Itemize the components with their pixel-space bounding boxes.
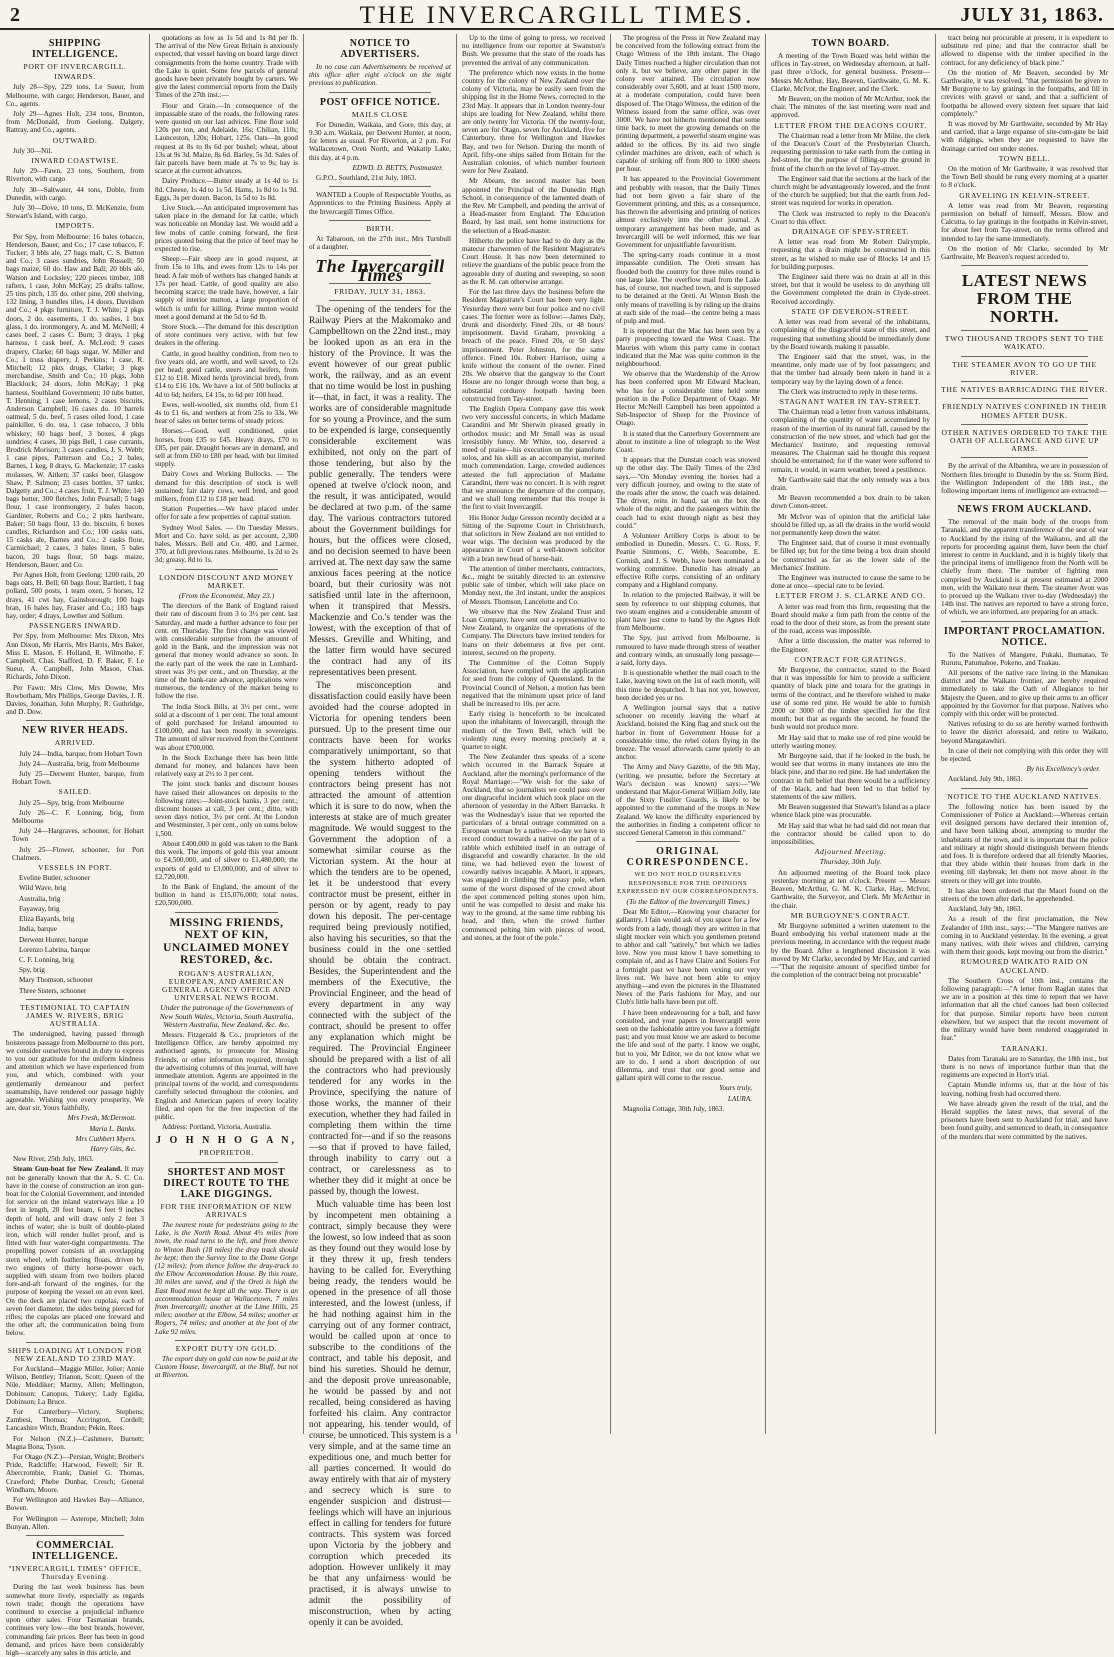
article-paragraph: A letter was read from Mr Robert Dalrymple, requesting that a drain might be constructed in this street, as he wished to make use of Blocks 14 and 15 for building purposes.	[771, 238, 930, 271]
subheading: LONDON DISCOUNT AND MONEY MARKET.	[159, 572, 294, 590]
article-paragraph: The undersigned, having passed through boisterous passage from Melbourne to this port, we consider ourselves bound in duty to express to you our gratitude for the uniform kindness and attention which we have experienced from you, and which, combined with your gentlemanly demeanour and perfect seamanship, have rendered our passage highly agreeable. Wishing you every prosperity, We are, dear sir, Yours faithfully,	[6, 1030, 144, 1113]
lead-article-paragraph: The misconception and dissatisfaction could easily have been avoided had the course adopted in Victoria for opening tenders been pursued. Up to the present time our contracts have been for works comparatively unimportant, so that the system hitherto adopted of opening tenders without the contractors being present has not attracted the amount of attention which it is sure to do now, when the interests at stake are of much greater magnitude. We would suggest to the Government the adoption of a somewhat similar course as the Victorian system. At the hour at which the tenders are to be opened, let it be understood that every contractor must be present, either in person or by agent, ready to pay down his deposit. The per-centage required being previously notified, also having his securities, so that the business could in the one settled should be obtain the contract. Besides, the Superintendent and the members of the Executive, the Provincial Engineer, and the head of every department in any way connected with the subject of the contract, should be present to offer any explanation which might be required. The Provincial Engineer should be prepared with a list of all the contractors who had previously tendered for any works in the Province, specifying the nature of those works, the manner of their execution, whether they had failed in completing them within the time contracted for—and if so the reasons—so that if proved to have failed, through inability to carry out a contract, or carelessness as to whether they did it might at once be passed by, though the lowest.	[309, 681, 451, 1198]
subheading: ROGAN'S AUSTRALIAN, EUROPEAN, AND AMERICAN GENERAL AGENCY OFFICE AND UNIVERSAL NEWS ROOM.	[162, 968, 291, 1003]
headline-deck: OTHER NATIVES ORDERED TO TAKE THE OATH OF ALLEGIANCE AND GIVE UP ARMS.	[941, 427, 1108, 454]
subheading: WE DO NOT HOLD OURSELVES RESPONSIBLE FOR THE OPINIONS EXPRESSED BY OUR CORRESPONDENTS.	[617, 871, 759, 895]
lead-article-paragraph: Much valuable time has been lost by incompetent men obtaining a contract, simply because they were the lowest, so low indeed that as soon as they found out they would lose by it they threw it up, fresh tenders having to be called for. Everything being ready, the tenders would be opened in the presence of all those interested, and the lowest (unless, if he had nothing against him in the carrying out of any former contract, would be called upon at once to subscribe to the conditions of the contract, and table his deposit, and bind his sureties. Should he demur, and the deposit prove unreasonable, he would be passed by and not recalled, being considered as having forfeited his claim. Any contractor not appearing, his tender would, of course, be unnoticed. This system is a very simple, and at the same time an expeditious one, and much better for all parties concerned. It would do away entirely with that air of mystery and secrecy which is sure to engender suspicion and distrust—feelings which will have an injurious effect in calling for tenders for future contracts. This system was forced upon Victoria by the jobbery and corruption which preceded its adoption. However unlikely it may be that any unfairness would be practised, it is always unwise to admit the possibility of misconstruction, when by acting openly it can be avoided.	[309, 1200, 451, 1629]
shipping-entry: July 30—Nil.	[13, 146, 53, 155]
vessel-entry: Three Sisters, schooner	[19, 986, 87, 995]
article-paragraph: Flour and Grain.—In consequence of the impassable state of the roads, the following rates were quoted on our last advices. Fine flour sold 120s per ton, and Adelaide, 16s; Chilian, 110s; Launceston, 120s; Hobart, 125s. Oats—In good request at 8s to 8s 6d per bushel; wheat, about 13s at 9s 3d. Maize, 8s 6d. Barley, 5s 3d. Sales of fair parcels have been made at 7s to 9s; hay is scarce at the current advances.	[155, 101, 298, 176]
article-paragraph: Sydney Wool Sales. — On Tuesday Messrs. Mort and Co. have sold, as per account, 2,300 bales, Messrs. Bell and Co. 480, and Larmer, 370, at full previous rates. Melbourne, 1s 2d to 2s 3d; greasy, 8d to 1s.	[155, 523, 298, 565]
article-paragraph: In relation to the projected Railway, it will be seen by reference to our shipping columns, that two steam engines and a considerable amount of plant have just come to hand by the Agnes Holt from Melbourne.	[616, 591, 760, 633]
advertisement-heading: MISSING FRIENDS, NEXT OF KIN, UNCLAIMED MONEY RESTORED, &c.	[163, 916, 290, 967]
article-paragraph: Mr Beaven recommended a box drain to be taken down Conon-street.	[771, 494, 930, 511]
subheading: TOWN BELL.	[998, 153, 1051, 163]
article-paragraph: It was moved by Mr Garthwaite, seconded by Mr Hay and carried, that a large expanse of site-cum-gate be laid with ridgings, when they are requested to have the drainage carried out under stones.	[941, 120, 1108, 153]
divider	[961, 381, 1088, 382]
shipping-entry: July 25—Spy, brig, from Melbourne	[19, 798, 124, 807]
article-paragraph: Mr McIvor was of opinion that the artificial lake should be filled up, as all the drains in the world would not permanently keep down the water.	[771, 512, 930, 537]
article-paragraph: quotations as low as 1s 5d and 1s 8d per lb. The arrival of the New Great Britain is anxiously expected, that vessel having on board large direct consignments from the home country. Trade with the Lake is quiet. Some few parcels of general goods have been privately bought by carters. We give the latest commercial reports from the Daily Times of the 27th inst.:—	[155, 34, 298, 100]
article-paragraph: For Wellington and Hawkes Bay—Alliance, Bowen.	[6, 1496, 144, 1513]
article-paragraph: The preference which now exists in the home country for the colony of New Zealand over the colony of Victoria, may be easily seen from the shipping list in the Home News, corrected to the 23rd May. It appears that in London twenty-four ships are loading for New Zealand, whilst there are only twenty for Victoria. Of the twenty-four, seven are for Otago, seven for Auckland, five for Canterbury, three for Wellington and Hawkes Bay, and two for Nelson. During the month of April, fifty-one ships sailed from Britain for the Australian colonies, of which number fourteen were for New Zealand.	[462, 68, 605, 176]
proprietor-name: J O H N H O G A N,	[156, 1135, 297, 1147]
divider	[961, 330, 1088, 331]
article-paragraph: The Southern Cross of 10th inst., contains the following paragraph:—"A letter from Raglan states that we are in a position at this time to report that we have information that all the chief canoes had been collected for that purpose. Similar reports have been current elsewhere, but we suspect that the recent movement of the military would have been rendered exaggerated in fear."	[941, 976, 1108, 1043]
subheading: STATE OF DEVERON-STREET.	[791, 306, 910, 316]
article-paragraph: I have been endeavouring for a ball, and have consulted, and your papers in Invercargill were seen on the fashionable attire you have a fortnight past; and you must know we are asked to become the life and soul of the party. I know we ought, but to you, Mr Editor, we do not know what we are to do. I send a short description of our dilemma, and trust that our good sense and gallant spirit will come to the rescue.	[616, 1008, 760, 1083]
column-7	[941, 34, 1108, 1434]
article-paragraph: We observe that the New Zealand Trust and Loan Company, have sent out a representative to New Zealand, to organize the operations of the Company. The Directors have invited tenders for loans on their debentures at five per cent. interest, secured on the property.	[462, 607, 605, 657]
divider	[961, 499, 1088, 500]
divider	[26, 720, 124, 721]
article-paragraph: Natives refusing to do so are hereby warned forthwith to leave the district aforesaid, and retire to Waikato, beyond Mangatawhiri.	[941, 720, 1108, 745]
signatory: Mrs Cuthbert Myers.	[75, 1134, 136, 1143]
article-paragraph: A letter was read from Mr Beaven, requesting permission on behalf of himself, Messrs. Blow and Calcutta, to lay gratings in the footpaths in Kelvin-street, for about feet from Tay-street, on the terms offered and intended to lay the same immediately.	[941, 201, 1108, 243]
article-paragraph: The Committee of the Cotton Supply Association, have complied with the application for seed from the colony of Queensland. In the Provincial Council of Nelson, a motion has been negatived that the minimum upset price of land shall be increased to 10s. per acre.	[462, 659, 605, 709]
issue-date: JULY 31, 1863.	[960, 4, 1104, 26]
article-paragraph: It is reported that the Mac has been seen by a party prospecting toward the West Coast. The Maories with whom this party came in contact indicated that the Mac was quite common in the neighbourhood.	[616, 327, 760, 368]
article-paragraph: Dairy Cows and Working Bullocks. — The demand for this description of stock is well sustained; fair dairy cows, well bred, and good milkers, from £12 to £18 per head.	[155, 470, 298, 503]
column-6	[771, 34, 930, 1434]
subheading: PORT OF INVERCARGILL.	[23, 62, 127, 71]
divider	[26, 999, 124, 1000]
article-paragraph: A Wellington journal says that a native schooner on recently leaving the wharf at Auckland, hoisted the King flag and stuck out the harbor in front of Government House for a considerable time, the rebel colors flying in the breeze. The vessel afterwards came quietly to an anchor.	[616, 704, 760, 762]
divider	[961, 356, 1088, 357]
article-paragraph: For Auckland—Maggie Miller, Jolier; Annie Wilson, Bentley; Trianon, Scott; Queen of the Nile, Meddiker; Marmy, Allen; Mellington, Dobinson; Canopus, Tukery; Lady Egidia, Dobinson; La Bruce.	[6, 1365, 144, 1406]
article-paragraph: The India Stock Bills, at 3½ per cent., were sold at a discount of 1 per cent. The total amount of gold purchased for Ireland amounted to £100,000, and has been mostly in sovereigns. The amount of silver received from the Continent was about £700,000.	[155, 702, 298, 752]
article-paragraph: Live Stock.—An anticipated improvement has taken place in the demand for fat cattle, which was noticeable on Monday last. We would add a few mobs of cattle coming forward, the first prices quoted being that the price of beef may be expected to rise.	[155, 204, 298, 254]
column-3	[309, 34, 451, 1629]
divider	[175, 1162, 278, 1163]
article-paragraph: Horses.—Good, well conditioned, quiet horses, from £35 to £45. Heavy drays, £70 to £85, per pair. Draught horses are in demand, and sell at from £60 to £80 per head, with but limited supply.	[155, 427, 298, 469]
headline-deck: TWO THOUSAND TROOPS SENT TO THE WAIKATO.	[944, 334, 1105, 352]
inline-heading: Steam Gun-boat for New Zealand.	[13, 1165, 122, 1174]
article-paragraph: Mr Beaven suggested that Stewart's Island as a place whence black pine was procurable.	[771, 803, 930, 820]
article-paragraph: We have already given the result of the trial, and the Herald supplies the latest news, that several of the prisoners have been sent to Auckland for trial, and have been found guilty, and sentenced to death, in consequence of the murders that were committed by the natives.	[941, 1099, 1108, 1141]
subheading: Under the patronage of the Governments of New South Wales, Victoria, South Australia, Western Australia, New Zealand, &c. &c.	[159, 1003, 294, 1029]
dateline: G.P.O., Southland, 21st July, 1863.	[316, 174, 417, 183]
subheading: INWARDS.	[54, 72, 96, 82]
subheading: PROPRIETOR.	[199, 1148, 254, 1158]
article-paragraph: It appears that the Dunstan coach was snowed up the other day. The Daily Times of the 23rd says,—"On Monday evening the horses had a very difficult journey, and owing to the state of the roads after the snow, the coach was detained. The driver, reins in hand, sat on the box the whole of the night, and the passengers within the coach had to exist through night as best they could."	[616, 456, 760, 530]
signatory: EDWD. D. BETTS, Postmaster.	[352, 163, 443, 172]
subheading: MR BURGOYNE'S CONTRACT.	[790, 910, 911, 920]
subheading: INWARD COASTWISE.	[31, 156, 119, 166]
article-paragraph: It has appeared to the Provincial Government and probably with reason, that the Daily Times had not been given a fair share of the Government printing, and this, as a consequence, has thrown the advertising and printing of notices almost exclusively into the other journal. A temporary arrangement has been made, and as Invercargill will be well informed, this we fear Government for unjustifiable favouritism.	[616, 175, 760, 250]
subheading: TARANAKI.	[1001, 1043, 1048, 1053]
article-paragraph: It is questionable whether the mail coach to the Lake, leaving town on the 1st of each month, will this time be despatched. It has not yet, however, been decided yes or no.	[616, 669, 760, 702]
divider	[329, 220, 431, 221]
article-paragraph: Dear Mr Editor,—Knowing your character for gallantry, I fain would ask of you space for a few words from a lady, though they are written in that slight mocker vein which you gentlemen pretend to abhor and call "satirely," but which we ladies love. Now you must know I have something to complain of, and as I have Claire and Sotiers For a fortnight past we have been vexing our very lives out. We have not been able to enjoy anything—and even the pictures in the Illustrated News of the Paris fashions for May, and our Club's little balls have been put off.	[616, 908, 760, 1007]
article-text: It may not be generally known that the A. S. C. Co. have in the course of construction an iron gun-boat for the Colonial Government, and intended for service on the inland waterways like a 10 feet in length, 20 feet beam, 6 feet 9 inches depth of hold, and will draw only 2 feet 3 inches of water; she is built of double-plated iron, which will render bullet proof, and is fitted with four water-tight compartments. The propelling power consists of an overlapping stern wheel, with feathering floats, driven by two engines of thirty horse-power each, supplied with steam from two boilers placed fore-and-aft forward of the engines, for the purpose of keeping the vessel on an even keel. On the deck are placed two cupolas, each of seven feet diameter, the sides being pierced for rifles; the cupolas are placed one forward and the other aft, the communication being from below.	[6, 1165, 144, 1338]
signatory: Yours truly,	[719, 1084, 752, 1093]
subheading: FOR THE INFORMATION OF NEW ARRIVALS	[160, 1201, 293, 1219]
editorial-masthead: The Invercargill Times	[315, 256, 445, 285]
article-paragraph: Hitherto the police have had to do duty as the matecur charwomen of the Resident Magistrate's Court House. It has now been determined to relieve the guardians of the public peace from the agreeable duty of dusting and sweeping, so soon as the R. M. can otherwise arrange.	[462, 236, 605, 286]
signatory: Mrs Fresh, McDermott.	[67, 1114, 136, 1123]
article-paragraph: All persons of the native race living in the Manukau district and the Waikato frontier, are hereby required immediately to take the Oath of Allegiance to her Majesty the Queen, and to give up their arms to an officer appointed by the Governor for that purpose. Natives who comply with this order will be protected.	[941, 668, 1108, 718]
column-2	[155, 34, 298, 1434]
section-heading: NEWS FROM AUCKLAND.	[957, 504, 1092, 516]
masthead	[0, 0, 1114, 30]
section-heading: TOWN BOARD.	[811, 38, 890, 49]
article-paragraph: The following notice has been issued by the Commissioner of Police at Auckland:—Whereas certain evil designed persons have declared their intention of, and have been talking about, attempting to murder the inhabitants of the town, and it is important that the police and military at night should distinguish between friends and foes. It is therefore ordered that all friendly Maories, that they abide within their houses from dark in the evening till daybreak; let them not move about in the streets or they will get into trouble.	[941, 802, 1108, 885]
subheading: RUMOURED WAIKATO RAID ON AUCKLAND.	[960, 957, 1089, 975]
article-paragraph: For Nelson (N.Z.)—Cashmere, Burnett; Magna Bona, Tyson.	[6, 1434, 144, 1451]
article-paragraph: The Army and Navy Gazette, of the 9th May, (writing, we presume, before the Secretary at War's decision was known) says:—"We understand that Major-General William Jolly, late of the Sixty Fusilier Guards, is likely to be appointed to the command of the troops in New Zealand. We know the difficulty experienced by the authorities in finding a competent officer to succeed General Cameron in this command."	[616, 763, 760, 838]
article-paragraph: Per Agnes Holt, from Geelong: 1200 rails, 20 bags oats, H. Bell; 60 bags flour, Bartlett, 1 bag pollard, 500 posts, 1 team oxen, 5 horses, 12 drays, 41 cwt hay, Gainsborough; 100 bags bran, 16 bales hay, Fraser and Co.; 183 bags hay, order; 4 drays, Lowther and Sollum.	[6, 570, 144, 620]
article-paragraph: We observe that the Wardenship of the Arrow has been conferred upon Mr Edward Maclean, who has for a considerable time held some position in the Police Department of Otago. Mr Hector McNeill Campbell has been appointed a Sub-Inspector of Sheep for the Province of Otago.	[616, 370, 760, 428]
article-paragraph: As a result of the first proclamation, the New Zealander of 10th inst., says:—"The Mangere natives are coming in to Auckland yesterday. In the evening, a great many natives, with their wives and children, carrying with them their goods, kept moving out from the district."	[941, 915, 1108, 957]
article-paragraph: Per Spy, from Melbourne: Mrs Dixon, Mrs Ann Dixon, Mr Harris, Mrs Harris, Mrs Baker, Miss E. Mason, F. Holland, R. Wilmothe, F. Campbell, Chas. Stafford, D. F. Baker, F. Le Sueur, A. Campbell, John Mason, Chas. Richards, John Dixon.	[6, 632, 144, 682]
vessel-entry: Eliza Bayards, brig	[19, 915, 75, 924]
article-paragraph: For the last three days the business before the Resident Magistrate's Court has been very light. Yesterday there were but four police and no civil cases. The former were as follow:—James Daly, drunk and disorderly. Fined 20s, or 48 hours' imprisonment. David Graham, provoking a breach of the peace. Fined 20s, or 50 days' imprisonment. Peter Johnston, for the same offence. Fined 10s. Robert Harrison, using a knife without the consent of the owner. Fined 20s. We observe that the gangway to the Court House are no longer through worse than bog, a substantial corduroy footpath having been constructed from Tay-street.	[462, 288, 605, 403]
headline-deck: FRIENDLY NATIVES CONFINED IN THEIR HOMES AFTER DUSK.	[942, 402, 1107, 420]
shipping-entry: July 30—Saltwater, 44 tons, Doble, from Dunedin, with cargo.	[6, 185, 144, 202]
article-paragraph	[6, 1165, 144, 1337]
article-paragraph: tract being not procurable at present, it is expedient to substitute red pine; and that the contractor shall be allowed to dispense with the timber specified in the contract, for any deficiency of black pine."	[941, 34, 1108, 67]
subheading: BIRTH.	[366, 223, 394, 233]
advertisement-heading: SHORTEST AND MOST DIRECT ROUTE TO THE LAKE DIGGINGS.	[163, 1166, 290, 1200]
subheading: NOTICE TO THE AUCKLAND NATIVES.	[947, 791, 1102, 801]
divider	[636, 841, 740, 842]
divider	[961, 398, 1088, 399]
signatory: Maria L. Banks.	[89, 1124, 136, 1133]
section-heading: LATEST NEWS FROM THE NORTH.	[961, 271, 1088, 327]
article-paragraph: An adjourned meeting of the Board took place yesterday morning at ten o'clock. Present — Messrs Beaven, McArthur, G. M. K. Clarke, Hay, McIvor, Garthwaite, the Surveyor, and Clerk. Mr McArthur in the chair.	[771, 868, 930, 910]
shipping-entry: July 30—Dove, 10 tons, D. McKenzie, from Stewart's Island, with cargo.	[6, 204, 144, 221]
section-heading: POST OFFICE NOTICE.	[319, 96, 441, 108]
dateline: New River, 25th July, 1863.	[13, 1155, 94, 1164]
article-paragraph: The nearest route for pedestrians going to the Lake, is the North Road. About 4½ miles from town, the road turns to the left, and from thence to Winton Bush (18 miles) the dray track should be kept; then the Survey line to the Dome Gorge (12 miles); from thence follow the dray-track to the Elbow Accommodation House. By this route, 30 miles are saved, and if the Oreti is high the East Road must be kept all the way. There is an accommodation house at Wallacetown, 7 miles from Invercargill; another at the Lime Hills, 25 miles; another at the Elbow, 54 miles; another at Rogers, 74 miles; and another at the foot of the Lake 92 miles.	[155, 1220, 298, 1336]
article-paragraph: Mr Burgoyne said, that if he looked in the bush, he would see that worms in many instances ate into the black pine, and that no red pine. He had undertaken the contract in full belief that there would be a sufficiency of the black, and had been led to that belief by statements of the saw millers.	[771, 752, 930, 802]
headline-deck: THE STEAMER AVON TO GO UP THE RIVER.	[952, 359, 1097, 377]
dateline: Magnolia Cottage, 30th July, 1863.	[623, 1104, 725, 1113]
subheading: CONTRACT FOR GRATINGS.	[794, 654, 907, 664]
article-paragraph: For Otago (N.Z.)—Persian, Wright; Brother's Pride, Radcliffe; Harwood, Fewell; Sir R. Abercrombie, Frank; Daniel G. Thomas, Crawford; Phebe Dunbar, Cresch; General Windham, Moore.	[6, 1453, 144, 1494]
article-paragraph: The joint stock banks and discount houses have raised their allowances on deposits to the following rates:—Joint-stock banks, 3 per cent.; discount houses at call, 3 per cent.; ditto, with seven days notice, 3½ per cent. At the London and Westminster, 3 per cent., only on sums below 1,500.	[155, 780, 298, 838]
article-paragraph: After a little discussion, the matter was referred to the Engineer.	[771, 637, 930, 654]
article-paragraph: In the Stock Exchange there has been little demand for money, and balances have been relatively easy at 2½ to 3 per cent.	[155, 753, 298, 779]
article-paragraph: The directors of the Bank of England raised their rate of discount from 3 to 3½ per cent. last Saturday, and made a further advance to four per cent. on Thursday. The first change was viewed with considerable surprise from the amount of gold in the Bank, and the impression was not general that money would advance so soon. In the early part of the week the rate in Lombard-street was 3½ per cent., and on Thursday, at the time of the bank-rate advance, applications were numerous, the tendency of the market being to follow the rise.	[155, 602, 298, 701]
article-paragraph: A letter was read from several of the inhabitants, complaining of the disgraceful state of this street, and requesting that something should be immediately done by the Board towards making it passable.	[771, 318, 930, 351]
shipping-entry: July 29—Fawn, 23 tons, Southern, from Riverton, with cargo	[6, 167, 144, 184]
vessel-entry: Fayaway, brig	[19, 904, 60, 913]
divider	[961, 788, 1088, 789]
article-paragraph: The Clerk was instructed to reply in these terms.	[778, 387, 918, 396]
shipping-entry: July 24—India, barque, from Hobart Town	[19, 749, 143, 758]
article-paragraph: Up to the time of going to press, we received no intelligence from our reporter at Swanston's Bush. We presume that the state of the roads has prevented the arrival of any communication.	[462, 34, 605, 67]
vessel-entry: Spy, brig	[19, 966, 45, 975]
column-5	[616, 34, 760, 1434]
article-paragraph: Captain Mundle informs us, that at the hour of his leaving, nothing fresh had occurred there.	[941, 1081, 1108, 1098]
article-paragraph: The export duty on gold can now be paid at the Custom House, Invercargill, at the Bluff, but not at Riverton.	[155, 1355, 298, 1380]
subheading: "INVERCARGILL TIMES" OFFICE, Thursday Evening.	[8, 1563, 142, 1582]
shipping-entry: July 25—Flower, schooner, for Port Chalmers.	[12, 845, 144, 862]
article-paragraph: Store Stock.—The demand for this description of store continues very active, with but few dealers in the offering.	[155, 322, 298, 348]
article-paragraph: The Engineer said, that of course it must eventually be filled up; but for the time being a box drain should be constructed as far as the lower side of the Mechanics' Institute.	[771, 539, 930, 572]
article-paragraph: A Volunteer Artillery Corps is about to be embodied in Dunedin. Messrs. C. G. Ross, F. Peattie Simmons, C. Webb, Seacombe, E. Cornish, and J. S. Webb, have been nominated a working committee. Dunedin has already an effective Rifle corps, consisting of an ordinary company and a Highland company.	[616, 531, 760, 590]
article-paragraph: Mr Hay said that to make use of red pine would be utterly wasting money.	[771, 733, 930, 750]
article-paragraph: It is stated that the Canterbury Government are about to institute a line of telegraph to the West Coast.	[616, 429, 760, 454]
article-paragraph: For Dunedin, Waikaia, and Gore, this day, at 9.30 a.m. Waikaia, per Derwent Hunter, at noon, for letters as usual. For Riverton, at 2 p.m. For Wallacetown, Oreti North, and Wakatip Lake, this day, at 4 p.m.	[309, 120, 451, 162]
article-paragraph: The Clerk was instructed to reply to the Deacon's Court to this effect.	[771, 209, 930, 226]
article-paragraph: Early rising is henceforth to be inculcated upon the inhabitants of Invercargill, through the medium of the Town Bell, which will be violently rung every morning precisely at a quarter to eight.	[462, 710, 605, 752]
lead-article-paragraph: The opening of the tenders for the Railway Piers at the Makomako and Campbelltown on the 22nd inst., may be looked upon as an era in the history of the Province. It was the event however of our great public work, the railway, and as an event that no time would be lost in pushing it—that, in fact, it was a reality. The works are of considerable magnitude for so young a Province, and the sum to be expended is large, consequently considerable excitement was exhibited, not only on the part of those tendering, but also by the public generally. The tenders were opened at twelve o'clock noon, and the result, it was anticipated, would be declared at two p.m. of the same day. The various contractors tutored about the Government buildings for hours, but the offices were closed, and no decision seemed to have been arrived at. The next day saw the same anxious faces peering at the notice board, but their curiosity was not satisfied until late in the afternoon, when it transpired that Messrs. Mackenzie and Co.'s tender was the lowest, with the exception of that of Messrs. Greville and Whiting, and the latter firm would have secured the contract had any of its representatives been present.	[309, 305, 451, 679]
editorial-date: FRIDAY, JULY 31, 1863.	[334, 286, 426, 296]
article-paragraph: Cattle, in good healthy condition, from two to five years old, are worth, and well saved, to 12s per head; good cattle, steers and heifers, from £12 to £18. Mixed herds (provincial bred), from £14 to £16 10s. We have a lot of 500 bullocks at 4d to 6d; heifers, £4 15s, to 6d per 100 head.	[155, 349, 298, 399]
shipping-entry: July 29—Agnes Holt, 234 tons, Brunton, from McDonald, from Geelong. Dalgety, Rattray, and Co., agents.	[6, 110, 144, 135]
article-paragraph: The Engineer said there was no drain at all in this street, but that it would be useless to do anything till the Government completed the drain in Clyde-street. Received accordingly.	[771, 273, 930, 306]
shipping-entry: July 28—Spy, 229 tons, Le Sueur, from Melbourne, with cargo; Henderson, Bauer, and Co., agents.	[6, 83, 144, 108]
vessel-entry: Wild Wave, brig	[19, 884, 67, 893]
article-paragraph: The Engineer was instructed to cause the same to be done at once—special rate to be levied.	[771, 573, 930, 591]
article-paragraph: The Spy, just arrived from Melbourne, is rumoured to have made through stress of weather and contrary winds, an unusually long passage—a said, forty days.	[616, 634, 760, 668]
headline-deck: THE NATIVES BARRICADING THE RIVER.	[941, 385, 1108, 395]
column-4	[462, 34, 605, 1434]
subheading: EXPORT DUTY ON GOLD.	[175, 1343, 278, 1353]
column-1	[6, 34, 144, 1657]
subheading: Adjourned Meeting.	[814, 847, 887, 857]
article-paragraph: The spring-carry roads continue in a most impassable condition. The Oreti stream has flooded both the country for three miles round is one large lake. The overflow mail from the Lake has, of course, not reached town, and is supposed to be detained at the Oreti. At Winton Bush the only means of travelling is by riding up the drains at each side of the road—the centre being a mass of pulp and mud.	[616, 251, 760, 325]
divider	[175, 569, 278, 570]
article-paragraph: The English Opera Company gave this week two very successful concerts, in which Madame Carandini and Mr Sherwin pleased greatly in orthodox music; and Mr Small was as usual irresistibly funny. Mr White, too, deserved a meed of praise—his execution on the pianoforte solos, and his skill as an accompanyist, merited much commendation. Large, crowded audiences attested the full appreciation of Madame Carandini, there was no concert. It is with regret that we announce the departure of the company, and we shall long remember that this troupe is the first to visit Invercargill.	[462, 404, 605, 512]
subheading: DRAINAGE OF SPEY-STREET.	[792, 227, 909, 237]
signatory: By his Excellency's order.	[1026, 765, 1100, 774]
subheading: SHIPS LOADING AT LONDON FOR NEW ZEALAND TO 23RD MAY.	[7, 1345, 143, 1363]
subheading: (To the Editor of the Invercargill Times.)	[626, 896, 750, 906]
subheading: IMPORTS.	[55, 221, 95, 231]
vessel-entry: India, barque	[19, 925, 57, 934]
subheading: MAILS CLOSE	[351, 109, 409, 119]
subheading: ARRIVED.	[54, 738, 96, 748]
article-paragraph: His Honor Judge Gresson recently decided at a Sitting of the Supreme Court in Christchurch, that solicitors in New Zealand are not entitled to wear wigs. The decision was produced by the appearance in Court of a well-known solicitor with a bran new head of horse-hair.	[462, 513, 605, 563]
column-rule	[765, 34, 766, 1434]
article-paragraph: In no case can Advertisements be received at this office after eight o'clock on the night previous to publication.	[309, 63, 451, 88]
article-paragraph: For Wellington — Asterope, Mitchell; John Bunyan, Allen.	[6, 1514, 144, 1531]
divider	[961, 424, 1088, 425]
divider	[329, 300, 431, 301]
article-paragraph: A meeting of the Town Board was held within the offices in Tay-street, on Wednesday afternoon, at half-past three o'clock, for general business. Present—Messrs McArthur, Hay, Beaven, Garthwaite, G. M. K. Clarke, McIvor, the Engineer, and the Clerk.	[771, 52, 930, 93]
subheading: LETTER FROM J. S. CLARKE AND CO.	[775, 591, 926, 601]
article-paragraph: Dairy Produce.—Butter steady at 1s 4d to 1s 8d. Cheese, 1s 4d to 1s 5d. Hams, 1s 8d to 1s 9d. Eggs, 3s per dozen. Bacon, 1s 5d to 1s 8d.	[155, 177, 298, 202]
divider	[329, 186, 431, 187]
subheading: OUTWARD.	[52, 135, 98, 145]
article-paragraph: The Engineer said that the street, was, in the meantime, only made use of by foot passengers; and that the timber had already been taken in hand in a temporary way by the laying down of a fence.	[771, 352, 930, 386]
column-rule	[610, 34, 611, 1434]
divider	[961, 265, 1088, 266]
divider	[175, 912, 278, 913]
article-paragraph: Address: Portland, Victoria, Australia.	[162, 1123, 272, 1132]
article-paragraph: The progress of the Press in New Zealand may be conceived from the following extract from the Otago Witness of the 18th instant. The Otago Daily Times reached a higher circulation than not only it, but we believe, any other paper in the colony ever attained. The circulation now considerably over 5,600, and at least 1500 more, at a moderate computation, could have been disposed of. The Otago Witness, the edition of the Witness issued from the same office, was over 3000. We have not hitherto mentioned that some time back, to meet the growing demands on the printing department, a powerful steam engine was added to the offices. By its aid two single cylinder machines are driven, each of which is capable of striking off from 800 to 1000 sheets per hour.	[616, 34, 760, 174]
vessel-entry: Australia, brig	[19, 894, 61, 903]
signatory: Harry Gits, &c.	[90, 1144, 136, 1153]
article-paragraph: The Engineer said that the sections at the back of the church might be advantageously lowered, and the front of the church be supplied; but that the earth from Jed-street was required for works in operation.	[771, 174, 930, 208]
article-paragraph: The Chairman read a letter from various inhabitants, complaining of the quantity of water accumulated by reason of the insertion of its natural fall, caused by the construction of the new street, and which had got the Mechanics' Institute, and requesting removal measures. The Chairman said he thought this request should be entertained; for if the water were suffered to remain, it would, in warm weather, breed a pestilence.	[771, 408, 930, 474]
article-paragraph: Mr Garthwaite said that the only remedy was a box drain.	[771, 475, 930, 492]
divider	[175, 1340, 278, 1341]
signatory: LAURA.	[727, 1094, 752, 1103]
article-paragraph: Per Fawn: Mrs Clow, Mrs Downe, Mrs Rowbotham, Mrs Phillips, George Davies, J. R. Davies, Jonathan, John Murphy, R. Guthridge, and D. Dow.	[6, 683, 144, 717]
article-paragraph: The attention of timber merchants, contractors, &c., might be suitably directed to an extensive public sale of timber, which will take place on Monday next, the 3rd instant, under the auspices of Messrs. Thomson, Lancelotte and Co.	[462, 564, 605, 606]
article-paragraph: WANTED a Couple of Respectable Youths, as Apprentices to the Printing Business. Apply at the Invercargill Times Office.	[309, 191, 451, 216]
article-paragraph: Station Properties.—We have placed under offer for sale a few properties of capital station.	[155, 505, 298, 522]
page-number: 2	[10, 4, 20, 26]
subheading: Thursday, 30th July.	[819, 857, 882, 867]
newspaper-title: THE INVERCARGILL TIMES.	[359, 2, 755, 29]
subheading: PASSENGERS INWARD.	[29, 621, 121, 631]
article-paragraph: In the Bank of England, the amount of the bullion in hand is £15,076,000; total notes, £20,500,000.	[155, 882, 298, 908]
dateline: Auckland, July 9th, 1863.	[948, 775, 1023, 784]
section-heading: IMPORTANT PROCLAMATION. NOTICE.	[943, 625, 1106, 648]
dateline: Auckland, July 9th, 1863.	[948, 905, 1023, 914]
article-paragraph: At Tabaroon, on the 27th inst., Mrs Turnbull of a daughter.	[309, 235, 451, 252]
article-paragraph: The New Zealander thus speaks of a scene which occurred in the Barrack Square at Auckland, after the morning's performance of the Royal Marriage:—"We wish for the sake of Auckland, that so journalists we could pass over one disgraceful incident which took place on the afternoon of yesterday in the Albert Barracks. It was the Wednesday's issue that we reported the particulars of a brutal outrage committed on a European woman by a native—to-day we have to record conduct towards a native on the part of a rabble which exhibited itself in an outrage of disgraceful and cowardly character. In the old time, we had believed even the lowest of cowardly natives incapable. A Maori, it appears, was engaged in climbing the greasy pole, when some of the worst disposed of the crowd about the spot commenced pelting stones upon him, until he was compelled to desist and make his way to the ground, at the same time rubbing his head, and then, when the crowd further commenced pelting him with pieces of wood, and stones, at the foot of the pole."	[462, 753, 605, 942]
article-paragraph: The removal of the main body of the troops from Taranaki, and the apparent transference of the seat of war to Auckland by the rising of the Waikatos, and all the reports for proceeding against them, have been the chief interest to centre in Auckland, and it is highly likely that the principal items of intelligence from the North will be chiefly from there. The number of fighting men comprised by Auckland is at present estimated at 2000 men, with the Waikato near them. The steamer Avon was to proceed up the Waikato river to-day (Wednesday) the 14th inst. The natives are reported to have a strong force, of which, we are informed, are preparing for an attack.	[941, 518, 1108, 617]
section-heading: NEW RIVER HEADS.	[22, 725, 128, 737]
article-paragraph: Per Spy, from Melbourne: 16 bales tobacco, Henderson, Bauer, and Co.; 17 case tobacco, F. Tucker; 3 bbls ale, 27 bags malt, C. S. Button and Co.; 3 cases sundries, John Russell; 50 bags maize, 60 do. Haw and Ball; 20 bbls ale, Watson and Locksley; 220 pieces timber, 108 rafters, 1 case, John McKay; 25 drafts tallow, 25 tins pitch, 135 do. other pine, 200 shelving, 132 lining, 3 bundles tiles, 14 doors, Davidson and Co.; 4 pkgs furniture, T. J. White; 2 pkgs doors, 2 do. easements, 1 do. sashes, 1 box glass, 1 do. ironmongery, A. and M. McNeill; 4 cases beef, 2 cases C. Burn; 3 drays, 1 pkg harness, 1 cask beef, A. McLeod; 9 cases drapery, Clarke; 60 bags sugar, W. Miller and Co.; 1 truss drapery, J. Perkins; 1 case, R. Mitchell; 12 pkts drugs, Clarke; 3 pkgs merchandise, Smith and Co.; 10 pkgs, John Blacklock; 24 doors, John McKay; 1 pkg harness, Southland Government; 10 tubs butter, T. Henning; 1 case lemons, 2 cases biscuits, Anderson Campbell; 16 cases do. 10 barrels oatmeal, 5 do. beef, 5 cases oiled food, 1 case painkiller, 6 do. tea, 1 case tobacco, 3 bbls whiskey; 60 bags beef, 3 boxes, 4 pkgs sundries; 4 cases, 30 pigs Bell, 1 case currants, Brodrick Morison; 3 cases candles, J. S. Webb; 1 case pipes, Patterson and Co.; 2 bales, Barnes, 1 keg, 8 drays, G. Mackenzie; 17 casks molasses, W. Aitken; 37 casks beer, Glasgow Shaw, P. Salmon; 23 cases bottles, 37 tanks, Dalgetty and Co.; 4 cases fruit, T. J. White; 140 bags butter, 300 fletches, John Pearsall; 5 bags flour, 1 case ironmongery, 2 bales bacon, Gardiner, Roberts and Co.; 2 pkts hardware, Baker; 50 bags flour, 13 do. biscuits, 6 boxes candles, Richardson and Co.; 100 casks oats, 15 casks ale, Barnes and Co.; 2 casks flour, Carmichael; 2 cases, 3 bales linen, 5 bales bacon, 20 bags flour, 50 bags maize, Henderson, Bauer, and Co.	[6, 232, 144, 569]
article-paragraph: A letter was read from this firm, requesting that the Board should make a firm path from the centre of the road to the door of their store, as from the present state of the road, access was impossible.	[771, 602, 930, 636]
article-paragraph: The Chairman read a letter from Mr Milne, the clerk of the Deacon's Court of the Presbyterian Church, requesting permission to take earth from the cutting in Jed-street, for the purpose of filling-up the ground in front of the church on the level of Tay-street.	[771, 131, 930, 173]
divider	[26, 1535, 124, 1536]
article-paragraph: On the motion of Mr Garthwaite, it was resolved that the Town Bell should be rung every morning at a quarter to 8 o'clock.	[941, 165, 1108, 190]
vessel-entry: Eveline Butler, schooner	[19, 874, 90, 883]
article-paragraph: Messrs. Fitzgerald & Co., proprietors of the Intelligence Office, are hereby appointed my authorised agents, to prosecute for Missing Friends, or other information required, through the advertising columns of this journal, will have immediate attention. Agents are appointed in the principal towns of the world, and correspondents carefully selected throughout the colonies, and English and American papers of every locality filed, and open for the free inspection of the public.	[155, 1030, 298, 1121]
section-heading: ORIGINAL CORRESPONDENCE.	[626, 846, 750, 869]
subheading: STAGNANT WATER IN TAY-STREET.	[779, 396, 922, 406]
article-paragraph: Mr Hay said that what he had said did not mean that the contractor should be called upon to do impossibilities.	[771, 821, 930, 847]
vessel-entry: C. F. Lonning, brig	[19, 955, 74, 964]
section-heading: NOTICE TO ADVERTISERS.	[340, 38, 420, 60]
article-paragraph: For Canterbury—Victory, Stephens; Zambesi, Thomas; Accrington, Cordell; Lancashire Witch, Brandon; Pekin, Rees.	[6, 1408, 144, 1433]
article-paragraph: On the motion of Mr Clarke, seconded by Mr Garthwaite, Mr Beaven's request acceded to.	[941, 244, 1108, 262]
divider	[961, 621, 1088, 622]
article-paragraph: Sheep.—Fair sheep are in good request, at from 15s to 18s, and ewes from 12s to 14s per head. A fair mob of wethers has changed hands at 17s per head. Cattle, of good quality are also becoming scarce; the trade have, however, a fair supply of interior mutton, a large proportion of which is unfit for killing. Prime mutton would meet a good demand at the 5d to 6d lb.	[155, 255, 298, 321]
shipping-entry: July 24—Australia, brig, from Melbourne	[19, 759, 140, 768]
article-paragraph: During the last week business has been somewhat more lively, especially as regards town trade; though the operations have continued to exercise a prejudicial influence upon other sales. Four Tasmanian brands, continues very low—the best brands, however, commanding fair prices. Beer has been in good demand, and prices have been considerably high—scarcely any sales in this article, and	[6, 1583, 144, 1657]
article-paragraph: To the Natives of Mangere, Pukaki, Ihumatao, Te Rurutu, Patumahoe, Pokeno, and Tuakau.	[941, 650, 1108, 667]
column-rule	[303, 34, 304, 1434]
column-rule	[456, 34, 457, 1434]
divider	[26, 1342, 124, 1343]
subheading: GRAVELING IN KELVIN-STREET.	[959, 190, 1090, 200]
vessel-entry: Mary Thomson, schooner	[19, 976, 93, 985]
section-heading: COMMERCIAL INTELLIGENCE.	[31, 1539, 119, 1562]
article-paragraph: On the motion of Mr Beaven, seconded by Mr Garthwaite, it was resolved, "that permission be given to Mr Burgoyne to lay gratings in the footpaths, and fill in crevices with gravel or sand, and that a sufficient of footpaths be allowed every sixteen feet square that laid completely."	[941, 68, 1108, 118]
article-paragraph: Ewes, well-woolled, six months old, from £1 4s to £1 6s, and wethers at from 25s to 33s. We hear of sales on better terms of steady prices.	[155, 400, 298, 426]
column-rule	[149, 34, 150, 1434]
article-paragraph: It has also been ordered that the Maori found on the streets of the town after dark, be apprehended.	[941, 886, 1108, 904]
article-paragraph: About £400,000 in gold was taken to the Bank this week. The imports of gold this year amount to £4,500,000, and of silver to £1,480,000; the exports of gold to £3,000,000, and of silver to £2,720,000.	[155, 839, 298, 881]
article-paragraph: By the arrival of the Albambra, we are in possession of Northern files brought to Dunedin by the ss. Storm Bird, the Wellington Independent of the 18th inst., the following important items of intelligence are extracted:—	[941, 462, 1108, 495]
subheading: LETTER FROM THE DEACONS COURT.	[774, 120, 927, 130]
shipping-entry: July 26—C. F. Lonning, brig, from Melbourne	[12, 808, 144, 826]
subheading: TESTIMONIAL TO CAPTAIN JAMES W. RIVERS, BRIG AUSTRALIA.	[20, 1002, 130, 1029]
article-paragraph: Mr Burgoyne submitted a written statement to the Board embodying his verbal statement made at the previous meeting, in accordance with the request made by the Board. After a lengthened discussion it was moved by Mr Clarke, seconded by Mr Hay, and carried—"That the requisite amount of specified timber for the completion of the contract being not procurable"	[771, 921, 931, 980]
divider	[329, 92, 431, 93]
article-paragraph: In case of their not complying with this order they will be ejected.	[941, 746, 1108, 763]
section-heading: SHIPPING INTELLIGENCE.	[31, 38, 119, 60]
article-paragraph: Mr Burgoyne, the contractor, stated to the Board that it was impossible for him to provide a sufficient quantity of black pine and totara for the gratings in terms of the contract, and he therefore wished to make use of some red pine. He would be able to furnish 2000 or 3000 of the timber specified for the first month; but that as regards the second, he found the bush would not produce more.	[771, 666, 930, 732]
divider	[961, 457, 1088, 458]
column-rule	[935, 34, 936, 1434]
article-paragraph: Dates from Taranaki are to Saturday, the 18th inst., but there is no news of importance further than that the regiments are expected in Hort's trial.	[941, 1054, 1108, 1080]
vessel-entry: Derwent Hunter, barque	[19, 935, 89, 944]
subheading: VESSELS IN PORT.	[38, 863, 112, 873]
subheading: SAILED.	[58, 787, 92, 797]
article-paragraph: Mr Beaven, on the motion of Mr McArthur, took the chair. The minutes of the last meeting were read and approved.	[771, 95, 930, 120]
article-paragraph: Mr Abeam, the second master has been appointed the Principal of the Dunedin High School, in consequence of the lamented death of the Rev. Mr Campbell, and pending the arrival of a Head-master from England. The Education Board, by last mail, sent home instructions for the selection of a Head-master.	[462, 177, 605, 235]
shipping-entry: July 25—Derwent Hunter, barque, from Hobart Town.	[12, 770, 144, 787]
vessel-entry: Lorenzo Labrina, barque	[19, 945, 91, 954]
shipping-entry: July 24—Hargraves, schooner, for Hobart Town	[12, 827, 144, 844]
subheading: (From the Economist, May 23.)	[178, 591, 275, 600]
